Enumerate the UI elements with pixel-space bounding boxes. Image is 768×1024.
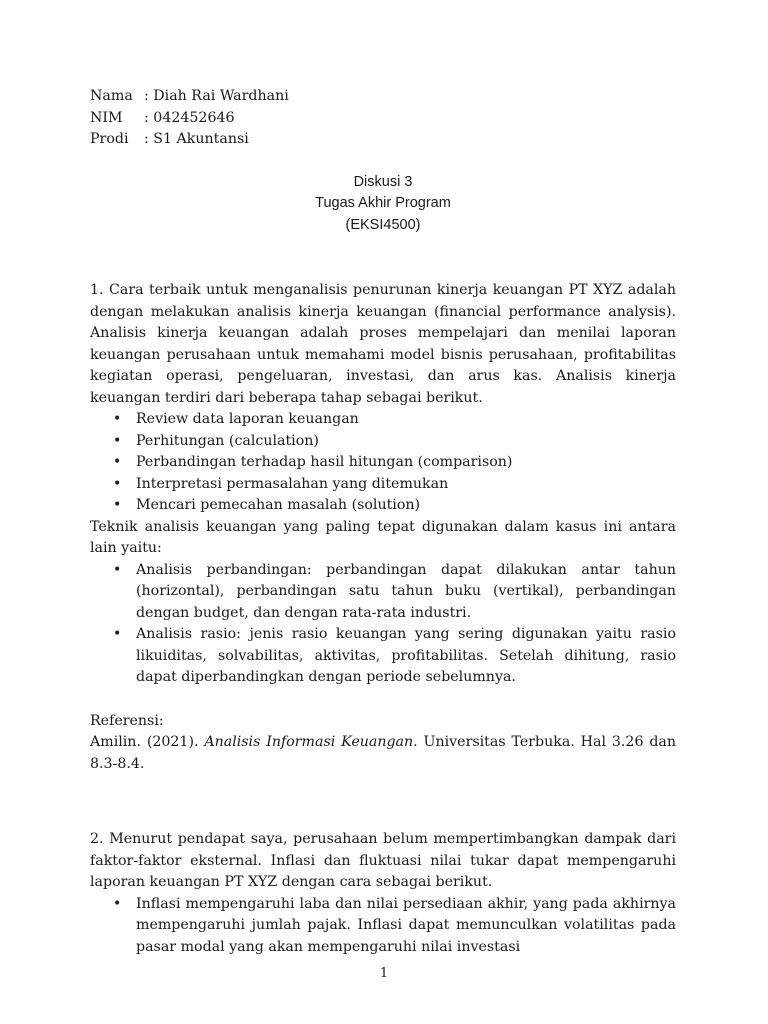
title-line-1: Diskusi 3 [353, 173, 413, 190]
reference-title: Analisis Informasi Keuangan [204, 734, 414, 750]
list-item: • Perhitungan (calculation) [136, 431, 676, 453]
list-item: • Analisis perbandingan: perbandingan dapat dilakukan antar tahun (horizontal), perbandingan satu tahun buku (vertikal), perbandingan dengan budget, dan dengan rata-rata industri. [136, 560, 676, 625]
list-item: • Review data laporan keuangan [136, 409, 676, 431]
techniques-list [90, 560, 676, 689]
nama-value: : Diah Rai Wardhani [144, 88, 289, 104]
nama-label: Nama [90, 88, 133, 104]
list-item: • Inflasi mempengaruhi laba dan nilai persediaan akhir, yang pada akhirnya mempengaruhi jumlah pajak. Inflasi dapat memunculkan volatilitas pada pasar modal yang akan mempengaruhi nilai investasi [136, 894, 676, 959]
page-number: 1 [379, 966, 389, 981]
list-item: • Analisis rasio: jenis rasio keuangan yang sering digunakan yaitu rasio likuiditas, solvabilitas, aktivitas, profitabilitas. Setelah dihitung, rasio dapat diperbandingkan dengan periode sebelumnya. [136, 624, 676, 689]
title-line-3: (EKSI4500) [345, 216, 421, 233]
reference-author: Amilin. (2021). [90, 734, 205, 750]
analysis-steps-list [90, 409, 676, 517]
section-2-intro: 2. Menurut pendapat saya, perusahaan belum mempertimbangkan dampak dari faktor-faktor eksternal. Inflasi dan fluktuasi nilai tukar dapat mempengaruhi laporan keuangan PT XYZ dengan cara sebagai berikut. [90, 831, 676, 890]
technique-intro: Teknik analisis keuangan yang paling tepat digunakan dalam kasus ini antara lain yaitu: [90, 518, 676, 556]
reference-rest: . Universitas Terbuka. Hal 3.26 dan 8.3-8.4. [90, 734, 677, 772]
nim-label: NIM [90, 109, 123, 126]
reference-entry [90, 732, 676, 775]
prodi-label: Prodi [90, 131, 129, 147]
list-item: • Perbandingan terhadap hasil hitungan (comparison) [136, 452, 676, 474]
section-1 [90, 280, 676, 775]
section-2-points [90, 894, 676, 959]
document-title [90, 172, 676, 237]
nim-value: : 042452646 [144, 109, 235, 126]
reference-heading: Referensi: [90, 712, 164, 729]
prodi-value: : S1 Akuntansi [144, 131, 249, 147]
identity-nim [90, 108, 676, 130]
identity-prodi [90, 129, 676, 151]
identity-block [90, 86, 676, 151]
list-item: • Mencari pemecahan masalah (solution) [136, 495, 676, 517]
title-line-2: Tugas Akhir Program [315, 195, 451, 211]
section-2 [90, 829, 676, 958]
identity-nama [90, 86, 676, 108]
section-1-intro: 1. Cara terbaik untuk menganalisis penurunan kinerja keuangan PT XYZ adalah dengan melakukan analisis kinerja keuangan (financial performance analysis). Analisis kinerja keuangan adalah proses mempelajari dan menilai laporan keuangan perusahaan untuk memahami model bisnis perusahaan, profitabilitas kegiatan operasi, pengeluaran, investasi, dan arus kas. Analisis kinerja keuangan terdiri dari beberapa tahap sebagai berikut. [90, 282, 676, 406]
list-item: • Interpretasi permasalahan yang ditemukan [136, 474, 676, 496]
